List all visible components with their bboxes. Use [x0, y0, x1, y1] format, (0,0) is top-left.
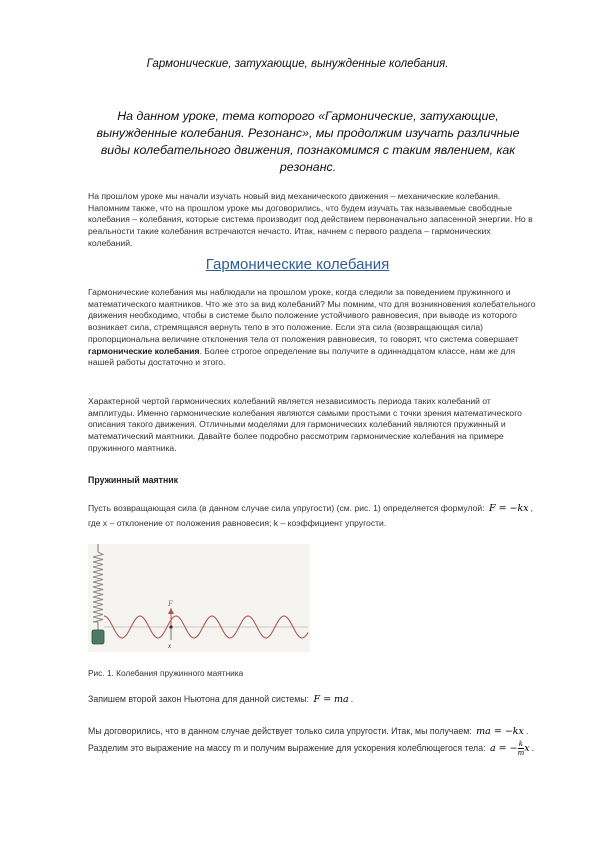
document-title: Гармонические, затухающие, вынужденные колебания. — [146, 58, 449, 70]
paragraph-text: Мы договорились, что в данном случае действует только сила упругости. Итак, мы получаем: — [88, 726, 475, 736]
paragraph-restoring-force — [88, 501, 536, 530]
formula-ma-kx: ma = −kx — [476, 726, 524, 737]
figure-spring-pendulum — [88, 544, 310, 652]
force-label: F — [168, 599, 173, 608]
spring-icon — [93, 544, 103, 630]
figure-caption: Рис. 1. Колебания пружинного маятника — [88, 668, 244, 678]
x-label: x — [168, 642, 172, 650]
paragraph-text: Запишем второй закон Ньютона для данной системы: — [88, 694, 312, 704]
paragraph-text: . — [350, 694, 354, 704]
paragraph-text: Гармонические колебания мы наблюдали на прошлом уроке, когда следили за поведением пружинного и математического маятников. Что же это за вид колебаний? Мы помним, что для возникновения колебательного движения необходимо, чтобы в системе было положение устойчивого равновесия, при выводе из которого возникает сила, стремящаяся вернуть тело в это положение. Если эта сила (возвращающая сила) пропорциональна величине отклонения тела от положения равновесия, то говорят, что система совершает — [88, 287, 536, 344]
subheading-spring-pendulum: Пружинный маятник — [88, 475, 179, 485]
arrow-head-icon — [168, 608, 174, 614]
paragraph-harmonic-definition — [88, 287, 536, 369]
mass-point — [169, 625, 172, 628]
paragraph-previous-lesson: На прошлом уроке мы начали изучать новый вид механического движения – механические колебания. Напомним также, что на прошлом уроке мы договорились, что будем изучать так называемые свободные колебания – колебания, которые система производит под действием первоначально запасенной энергии. Но в реальности такие колебания встречаются нечасто. Итак, начнем с первого раздела – гармонических колебаний. — [88, 191, 533, 248]
paragraph-text: . — [531, 742, 535, 753]
paragraph-text: . Более строгое определение вы получите в одиннадцатом классе, нам же для нашей работы достаточно и этого. — [88, 345, 516, 368]
spring-pendulum-illustration — [88, 544, 310, 652]
fraction-denominator: m — [517, 748, 525, 757]
formula-acceleration — [488, 739, 535, 757]
bold-term: гармонические колебания — [88, 345, 200, 356]
paragraph-acceleration — [88, 724, 536, 757]
paragraph-text: . Разделим это выражение на массу m и получим выражение для ускорения колеблющегося тела: — [88, 726, 529, 753]
paragraph-text: Пусть возвращающая сила (в данном случае сила упругости) (см. рис. 1) определяется формулой: — [88, 503, 487, 513]
paragraph-newton-law — [88, 694, 536, 706]
formula-newton: F = ma — [313, 694, 349, 705]
paragraph-harmonic-features: Характерной чертой гармонических колебаний является независимость периода таких колебаний от амплитуды. Именно гармонические колебания являются самыми простыми с точки зрения математического описания такого движения. Отличными моделями для гармонических колебаний являются пружинный и математический маятники. Давайте более подробно рассмотрим гармонические колебания на примере пружинного маятника. — [88, 396, 522, 453]
formula-part: x — [524, 742, 530, 754]
formula-part: a = − — [489, 742, 518, 754]
paragraph-text: , где x – отклонение от положения равновесия; k – коэффициент упругости. — [88, 503, 534, 528]
weight-icon — [92, 630, 104, 644]
formula-hooke: F = −kx — [488, 503, 529, 514]
intro-paragraph: На данном уроке, тема которого «Гармонические, затухающие, вынужденные колебания. Резонанс», мы продолжим изучать различные виды колебательного движения, познакомимся с таким явлением, как резонанс. — [96, 109, 520, 174]
fraction-numerator: k — [518, 739, 524, 748]
section-heading-harmonic[interactable]: Гармонические колебания — [205, 256, 390, 273]
